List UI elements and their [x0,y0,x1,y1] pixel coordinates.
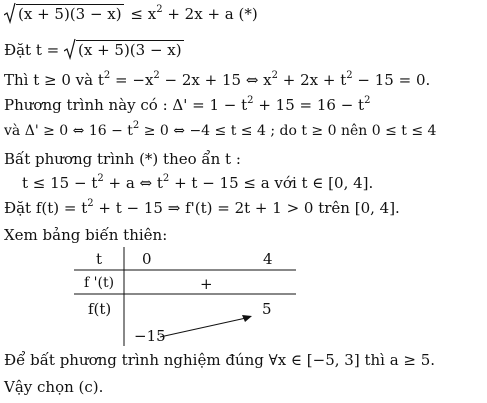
table-intro: Xem bảng biến thiên: [4,226,168,244]
table-derivative-sign: + [200,275,213,293]
table-t-start: 0 [142,250,152,268]
function-definition-line: Đặt $f(t) = t^2 + t - 15$ ⇒ f'(t) = 2t + 1 > 0 trên [0, 4]. [4,198,400,217]
condition-line: Thì t ≥ 0 và $t^2 = -x^2 - 2x + 15$ ⇔ $x^2 + 2x + t^2 - 15 = 0$. [4,70,431,89]
table-label-t: t [96,250,103,268]
table-label-f: f(t) [88,300,112,318]
inequality-in-t-line: $t \le 15 - t^2 + a$ ⇔ $t^2 + t - 15 \le a$ với t ∈ [0, 4]. [22,173,374,192]
inequality-in-t-heading: Bất phương trình (*) theo ẩn t : [4,150,241,168]
square-root: (x + 5)(3 − x) [4,4,124,23]
square-root: (x + 5)(3 − x) [64,40,184,59]
inequality-line: $(x + 5)(3 - x) \le x^2 + 2x + a$ (*) [4,4,258,23]
arrow-head-icon [242,315,252,322]
table-t-end: 4 [263,250,273,268]
substitution-line: Đặt t = (x + 5)(3 − x) [4,40,186,59]
discriminant-line: Phương trình này có : $\Delta' = 1 - t^2 + 15 = 16 - t^2$ [4,95,371,114]
range-line: và Δ' ≥ 0 ⇔ $16 - t^2 \ge 0$ ⇔ −4 ≤ t ≤ 4 ; do t ≥ 0 nên 0 ≤ t ≤ 4 [4,120,437,139]
increasing-arrow-line [160,318,246,337]
table-f-end: 5 [262,300,272,318]
table-label-derivative: f '(t) [84,275,115,291]
table-f-start: −15 [134,327,166,345]
answer-line: Vậy chọn (c). [4,378,104,396]
conclusion-line: Để bất phương trình nghiệm đúng ∀x ∈ [−5, 3] thì a ≥ 5. [4,351,436,369]
